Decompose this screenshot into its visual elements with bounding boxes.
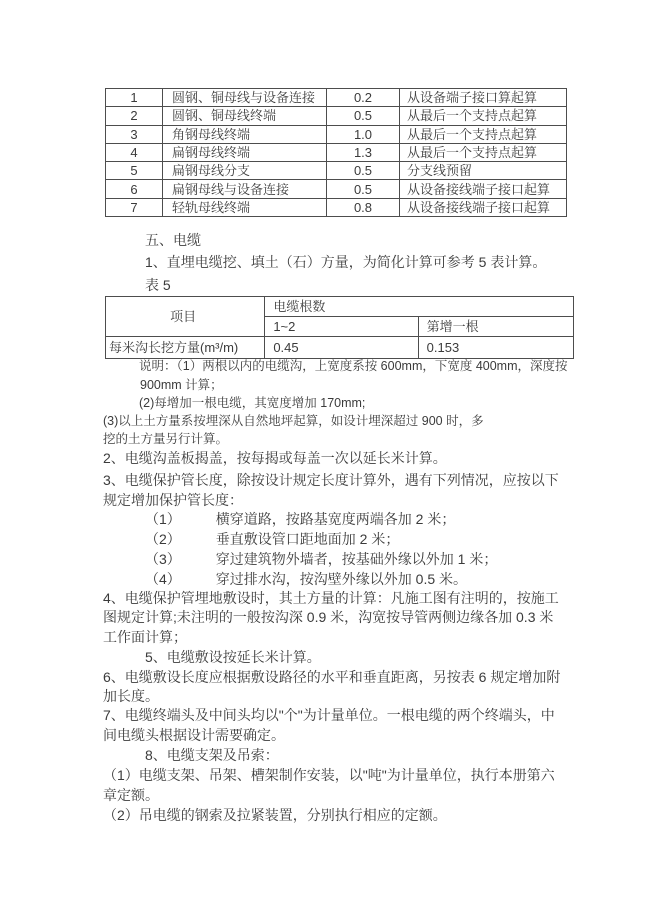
paragraph-item7: 7、电缆终端头及中间头均以"个"为计量单位。一根电缆的两个终端头，中 — [103, 707, 555, 723]
row-number: 3 — [106, 125, 163, 143]
row-number: 5 — [106, 162, 163, 180]
subitem-text: 垂直敷设管口距地面加 2 米； — [215, 531, 400, 547]
paragraph-item6: 加长度。 — [103, 688, 159, 704]
table-row — [106, 297, 574, 317]
row-qty: 1.3 — [327, 143, 400, 161]
row-note: 从设备端子接口算起算 — [400, 89, 567, 107]
paragraph-item3: 规定增加保护管长度： — [103, 492, 243, 508]
table-row — [106, 180, 567, 198]
note-line: (2)每增加一根电缆，其宽度增加 170mm; — [139, 396, 366, 410]
note-line: 说明：（1）两根以内的电缆沟，上宽度系按 600mm，下宽度 400mm，深度按 — [139, 359, 568, 373]
row-number: 4 — [106, 143, 163, 161]
row-qty: 0.5 — [327, 180, 400, 198]
note-line: 挖的土方量另行计算。 — [103, 432, 229, 446]
table-row — [106, 162, 567, 180]
paragraph-item6: 6、电缆敷设长度应根据敷设路径的水平和垂直距离，另按表 6 规定增加附 — [103, 669, 561, 685]
row-number: 6 — [106, 180, 163, 198]
paragraph-item3: 3、电缆保护管长度，除按设计规定长度计算外，遇有下列情况，应按以下 — [103, 472, 559, 488]
paragraph-item4: 4、电缆保护管埋地敷设时，其土方量的计算：凡施工图有注明的，按施工 — [103, 590, 559, 606]
row-note: 从设备接线端子接口起算 — [400, 198, 567, 216]
paragraph-item2: 2、电缆沟盖板揭盖，按每揭或每盖一次以延长米计算。 — [103, 450, 447, 466]
paragraph-item8-2: （2）吊电缆的钢索及拉紧装置，分别执行相应的定额。 — [103, 807, 447, 823]
header-cable-count: 电缆根数 — [265, 297, 574, 317]
table-row — [106, 107, 567, 125]
paragraph-item8: 8、电缆支架及吊索： — [145, 747, 279, 763]
table-row — [106, 89, 567, 107]
subitem-text: 穿过排水沟，按沟壁外缘以外加 0.5 米。 — [215, 571, 468, 587]
note-line: 900mm 计算； — [140, 378, 223, 392]
row-item: 扁钢母线与设备连接 — [163, 180, 327, 198]
paragraph-item1: 1、直埋电缆挖、填土（石）方量，为简化计算可参考 5 表计算。 — [145, 254, 547, 270]
row-note: 从最后一个支持点起算 — [400, 107, 567, 125]
row-item: 角钢母线终端 — [163, 125, 327, 143]
busbar-allowance-table — [105, 88, 567, 217]
paragraph-item4: 工作面计算； — [103, 629, 187, 645]
row-label-volume: 每米沟长挖方量(m³/m) — [106, 337, 265, 359]
row-item: 圆钢、铜母线终端 — [163, 107, 327, 125]
row-qty: 0.5 — [327, 107, 400, 125]
table5-caption: 表 5 — [145, 277, 171, 293]
subitem-label: （1） — [145, 511, 181, 527]
subitem-3 — [145, 551, 497, 567]
table-row — [106, 143, 567, 161]
subitem-4 — [145, 571, 467, 587]
subitem-text: 横穿道路，按路基宽度两端各加 2 米； — [215, 511, 456, 527]
note-line: (3)以上土方量系按埋深从自然地坪起算，如设计埋深超过 900 时，多 — [103, 414, 484, 428]
paragraph-item8-1: （1）电缆支架、吊架、槽架制作安装，以"吨"为计量单位，执行本册第六 — [103, 767, 555, 783]
paragraph-item8-1: 章定额。 — [103, 787, 159, 803]
row-note: 分支线预留 — [400, 162, 567, 180]
row-qty: 0.8 — [327, 198, 400, 216]
subitem-text: 穿过建筑物外墙者，按基础外缘以外加 1 米； — [215, 551, 498, 567]
paragraph-item5: 5、电缆敷设按延长米计算。 — [145, 649, 321, 665]
subitem-label: （3） — [145, 551, 181, 567]
row-number: 2 — [106, 107, 163, 125]
row-qty: 0.5 — [327, 162, 400, 180]
row-number: 1 — [106, 89, 163, 107]
row-note: 从最后一个支持点起算 — [400, 143, 567, 161]
row-item: 扁钢母线分支 — [163, 162, 327, 180]
subheader-additional: 第增一根 — [418, 317, 573, 337]
header-item: 项目 — [106, 297, 265, 337]
row-note: 从设备接线端子接口起算 — [400, 180, 567, 198]
row-item: 轻轨母线终端 — [163, 198, 327, 216]
table-row — [106, 337, 574, 359]
table-row — [106, 125, 567, 143]
row-item: 圆钢、铜母线与设备连接 — [163, 89, 327, 107]
subheader-1-2: 1~2 — [265, 317, 418, 337]
value-1-2: 0.45 — [265, 337, 418, 359]
trench-volume-table — [105, 296, 574, 359]
row-qty: 1.0 — [327, 125, 400, 143]
value-additional: 0.153 — [418, 337, 573, 359]
row-qty: 0.2 — [327, 89, 400, 107]
subitem-1 — [145, 511, 455, 527]
row-item: 扁钢母线终端 — [163, 143, 327, 161]
row-number: 7 — [106, 198, 163, 216]
paragraph-item7: 间电缆头根据设计需要确定。 — [103, 727, 285, 743]
paragraph-item4: 图规定计算;未注明的一般按沟深 0.9 米，沟宽按导管两侧边缘各加 0.3 米 — [103, 609, 554, 625]
subitem-label: （4） — [145, 571, 181, 587]
subitem-label: （2） — [145, 531, 181, 547]
row-note: 从最后一个支持点起算 — [400, 125, 567, 143]
section-title: 五、电缆 — [145, 232, 201, 248]
subitem-2 — [145, 531, 399, 547]
table-row — [106, 198, 567, 216]
